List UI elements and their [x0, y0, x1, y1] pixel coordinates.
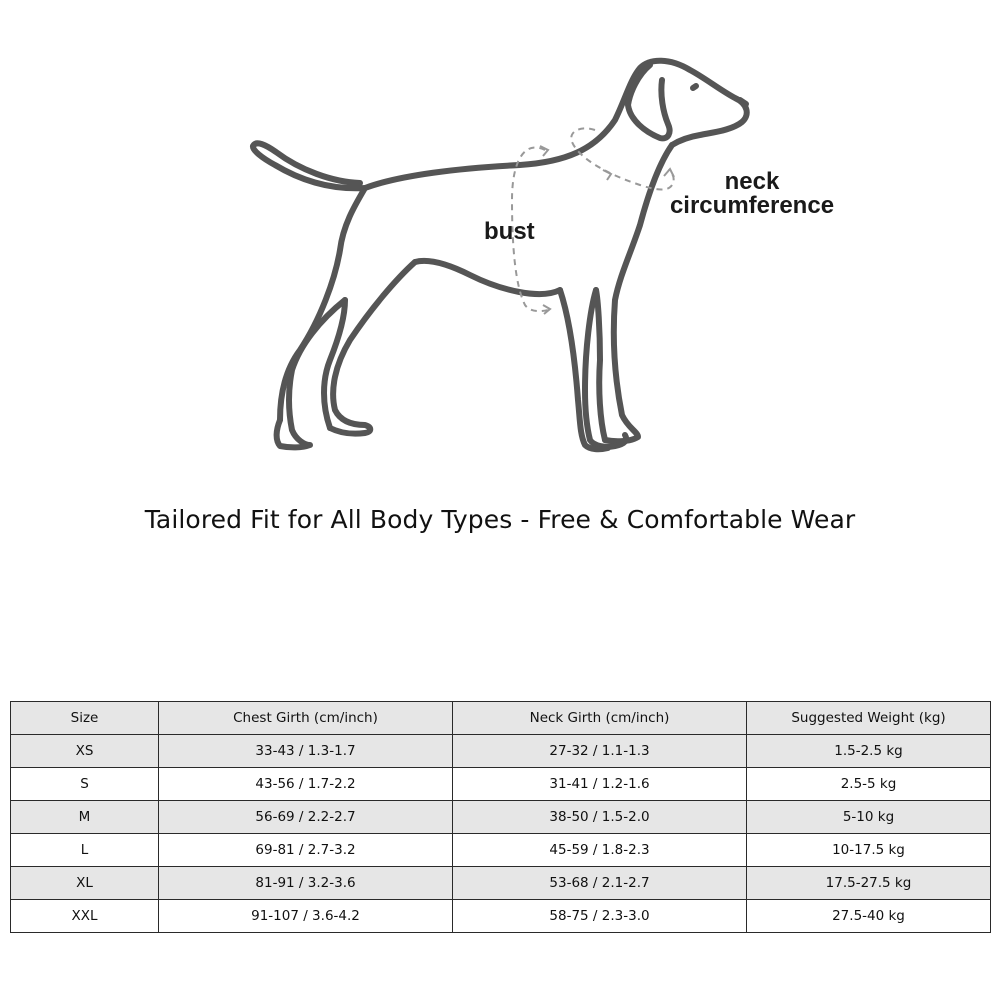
neck-label-line2: circumference — [669, 192, 835, 219]
table-row — [11, 900, 991, 933]
cell-neck: 58-75 / 2.3-3.0 — [453, 900, 747, 933]
cell-size: XXL — [11, 900, 159, 933]
dog-outline — [253, 61, 747, 450]
cell-weight: 10-17.5 kg — [747, 834, 991, 867]
page-headline: Tailored Fit for All Body Types - Free & Comfortable Wear — [144, 505, 856, 534]
measurement-arrows — [512, 128, 674, 311]
header-neck-girth: Neck Girth (cm/inch) — [453, 702, 747, 735]
cell-size: M — [11, 801, 159, 834]
cell-neck: 45-59 / 1.8-2.3 — [453, 834, 747, 867]
neck-label-line1: neck — [724, 168, 780, 195]
table-header-row — [11, 702, 991, 735]
cell-size: XL — [11, 867, 159, 900]
cell-weight: 2.5-5 kg — [747, 768, 991, 801]
cell-chest: 43-56 / 1.7-2.2 — [159, 768, 453, 801]
header-size: Size — [11, 702, 159, 735]
table-row — [11, 735, 991, 768]
cell-chest: 91-107 / 3.6-4.2 — [159, 900, 453, 933]
cell-chest: 56-69 / 2.2-2.7 — [159, 801, 453, 834]
neck-circumference-label — [663, 170, 841, 218]
cell-chest: 81-91 / 3.2-3.6 — [159, 867, 453, 900]
cell-weight: 27.5-40 kg — [747, 900, 991, 933]
cell-weight: 17.5-27.5 kg — [747, 867, 991, 900]
table-row — [11, 801, 991, 834]
header-chest-girth: Chest Girth (cm/inch) — [159, 702, 453, 735]
table-row — [11, 867, 991, 900]
cell-size: L — [11, 834, 159, 867]
dog-measurement-diagram — [230, 50, 870, 460]
cell-neck: 31-41 / 1.2-1.6 — [453, 768, 747, 801]
bust-label: bust — [484, 218, 535, 245]
cell-neck: 38-50 / 1.5-2.0 — [453, 801, 747, 834]
cell-weight: 5-10 kg — [747, 801, 991, 834]
table-row — [11, 834, 991, 867]
table-row — [11, 768, 991, 801]
cell-neck: 53-68 / 2.1-2.7 — [453, 867, 747, 900]
cell-weight: 1.5-2.5 kg — [747, 735, 991, 768]
header-suggested-weight: Suggested Weight (kg) — [747, 702, 991, 735]
cell-chest: 69-81 / 2.7-3.2 — [159, 834, 453, 867]
cell-size: XS — [11, 735, 159, 768]
size-chart-table — [10, 701, 991, 933]
cell-size: S — [11, 768, 159, 801]
cell-neck: 27-32 / 1.1-1.3 — [453, 735, 747, 768]
cell-chest: 33-43 / 1.3-1.7 — [159, 735, 453, 768]
